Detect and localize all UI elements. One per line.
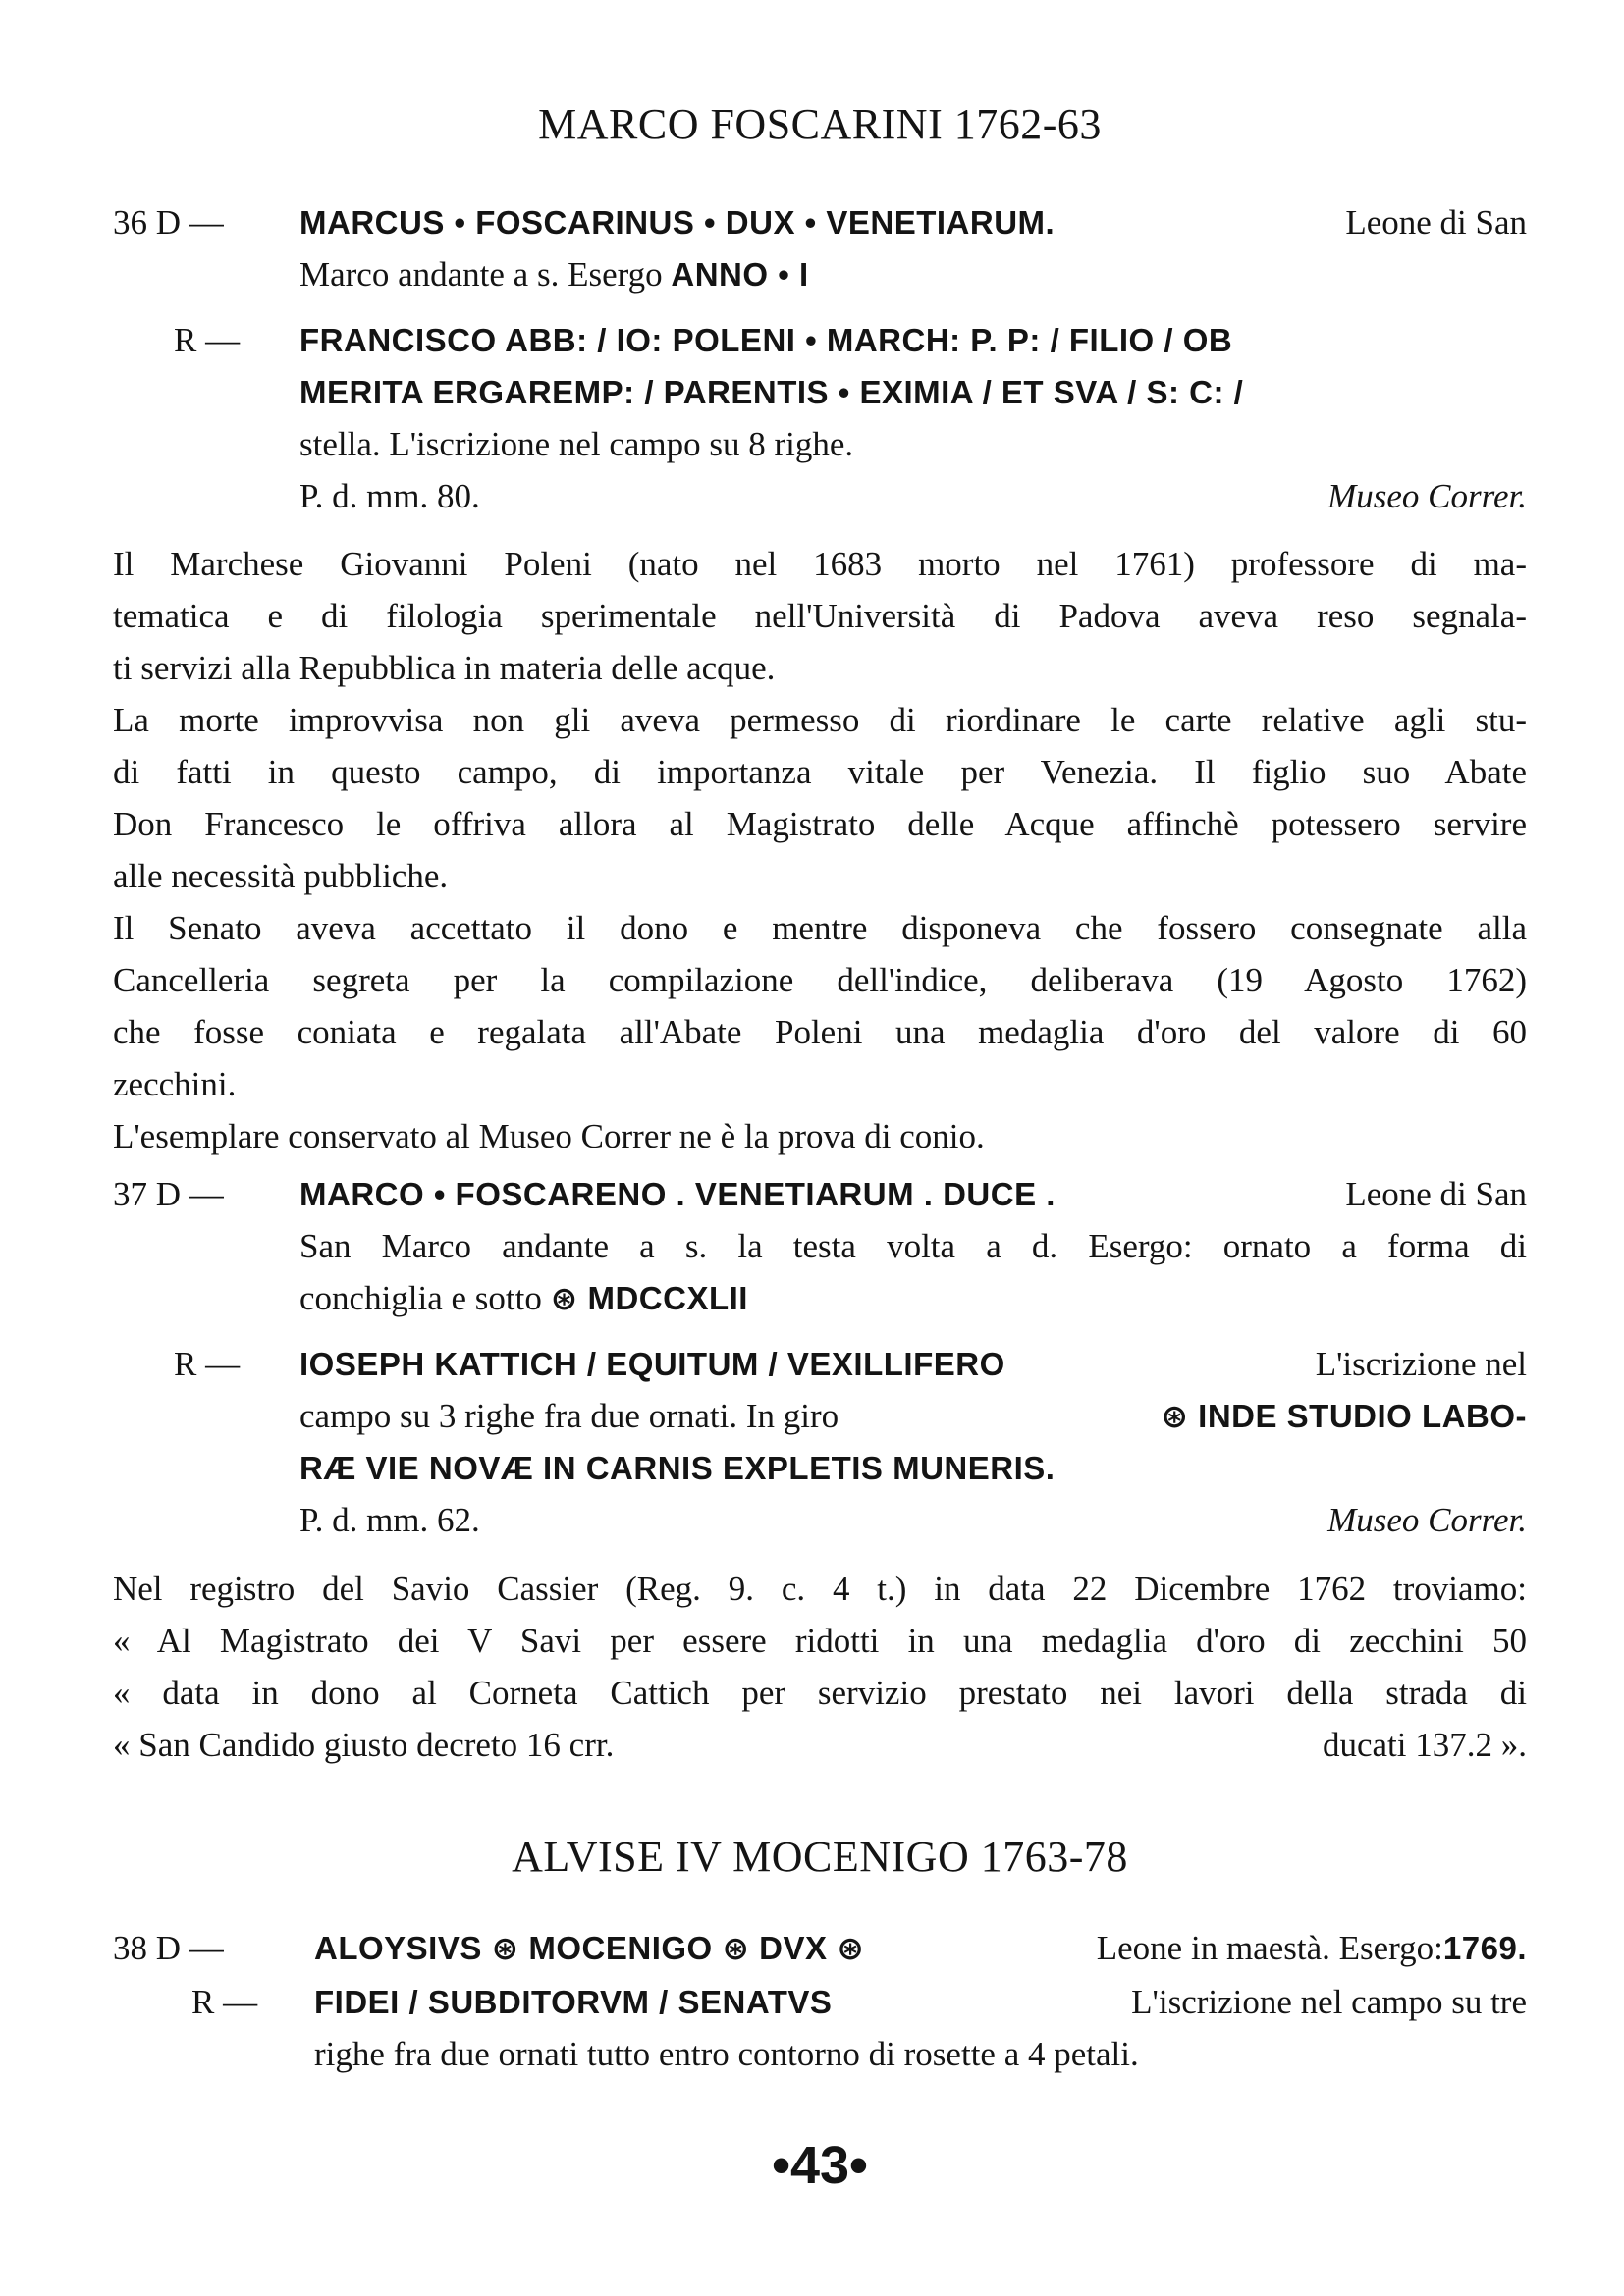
obverse-line-2: San Marco andante a s. la testa volta a d. Esergo: ornato a forma di xyxy=(299,1227,1527,1265)
legend-text: MARCUS • FOSCARINUS • DUX • VENETIARUM. xyxy=(299,204,1056,240)
description-text: Leone di San xyxy=(1345,203,1527,241)
reverse-line-1 xyxy=(299,314,1527,366)
reverse-line-2 xyxy=(299,1390,1527,1442)
medal-entry-38-reverse xyxy=(113,1976,1527,2080)
medal-size: P. d. mm. 80. xyxy=(299,477,480,515)
description-text: L'iscrizione nel campo su tre xyxy=(1131,1983,1527,2021)
legend-text: ⊛ INDE STUDIO LABO- xyxy=(1161,1398,1527,1434)
collection-name: Museo Correr. xyxy=(1327,477,1527,515)
legend-text: IOSEPH KATTICH / EQUITUM / VEXILLIFERO xyxy=(299,1346,1005,1382)
register-last-line xyxy=(113,1719,1527,1771)
reverse-line-3 xyxy=(299,1442,1527,1494)
register-amount: ducati 137.2 ». xyxy=(1322,1726,1527,1764)
entry-label: 37 D — xyxy=(113,1175,224,1213)
paragraph-registro: Nel registro del Savio Cassier (Reg. 9. c. 4 t.) in data 22 Dicembre 1762 troviamo: « Al Magistrato dei V Savi per essere ridotti in una medaglia d'oro di zecchini 50 « data in dono al Corneta Cattich per servizio prestato nei lavori della strada di « San Candido giusto decreto 16 crr. ducati 137.2 ». xyxy=(113,1563,1527,1771)
weight-line xyxy=(299,1494,1527,1546)
legend-text: ANNO • I xyxy=(671,256,809,293)
obverse-line-3 xyxy=(299,1272,1527,1324)
section-heading-mocenigo: ALVISE IV MOCENIGO 1763-78 xyxy=(512,1833,1128,1881)
reverse-line-1 xyxy=(299,1338,1527,1390)
paragraph-senato: Il Senato aveva accettato il dono e mentre disponeva che fossero consegnate alla Cancelleria segreta per la compilazione dell'indice, deliberava (19 Agosto 1762) che fosse coniata e regalata all'Abate Poleni una medaglia d'oro del valore di 60 zecchini. xyxy=(113,909,1527,1103)
legend-text: FIDEI / SUBDITORVM / SENATVS xyxy=(314,1984,833,2020)
page-number: •43• xyxy=(772,2136,868,2195)
legend-text: ALOYSIVS ⊛ MOCENIGO ⊛ DVX ⊛ xyxy=(314,1930,865,1966)
medal-entry-36 xyxy=(113,196,1527,300)
legend-text: FRANCISCO ABB: / IO: POLENI • MARCH: P. P: / FILIO / OB xyxy=(299,322,1233,358)
reverse-label: R — xyxy=(191,1983,258,2021)
reverse-line-1 xyxy=(314,1976,1527,2028)
legend-text: ⊛ MDCCXLII xyxy=(550,1280,748,1316)
legend-text: MARCO • FOSCARENO . VENETIARUM . DUCE . xyxy=(299,1176,1056,1212)
legend-text: RÆ VIE NOVÆ IN CARNIS EXPLETIS MUNERIS. xyxy=(299,1450,1056,1486)
legend-text: MERITA ERGAREMP: / PARENTIS • EXIMIA / ET SVA / S: C: / xyxy=(299,374,1244,410)
reverse-label: R — xyxy=(174,1345,241,1383)
collection-name: Museo Correr. xyxy=(1327,1501,1527,1539)
reverse-line-2: righe fra due ornati tutto entro contorno di rosette a 4 petali. xyxy=(314,2035,1139,2073)
description-text: Leone in maestà. Esergo: xyxy=(1096,1929,1443,1967)
medal-entry-36-reverse xyxy=(113,314,1527,522)
description-text: conchiglia e sotto xyxy=(299,1279,542,1317)
paragraph-morte: La morte improvvisa non gli aveva permesso di riordinare le carte relative agli stu- di fatti in questo campo, di importanza vitale per Venezia. Il figlio suo Abate Don Francesco le offriva allora al Magistrato delle Acque affinchè potessero servire alle necessità pubbliche. xyxy=(113,701,1527,895)
description-text: Marco andante a s. Esergo xyxy=(299,255,663,294)
medal-entry-37-reverse xyxy=(113,1338,1527,1546)
obverse-line-2 xyxy=(299,248,1527,300)
description-text: campo su 3 righe fra due ornati. In giro xyxy=(299,1397,839,1435)
section-heading-foscarini: MARCO FOSCARINI 1762-63 xyxy=(538,100,1102,148)
obverse-line-1 xyxy=(314,1922,1527,1974)
reverse-line-2 xyxy=(299,366,1527,418)
medal-entry-37 xyxy=(113,1168,1527,1324)
weight-line xyxy=(299,470,1527,522)
entry-label: 36 D — xyxy=(113,203,224,241)
obverse-line-1 xyxy=(299,196,1527,248)
entry-label: 38 D — xyxy=(113,1929,224,1967)
reverse-line-3: stella. L'iscrizione nel campo su 8 righe. xyxy=(299,425,854,463)
book-page xyxy=(113,0,1527,2296)
paragraph-poleni: Il Marchese Giovanni Poleni (nato nel 1683 morto nel 1761) professore di ma- tematica e di filologia sperimentale nell'Università di Padova aveva reso segnala- ti servizi alla Repubblica in materia delle acque. xyxy=(113,545,1527,687)
register-text: « San Candido giusto decreto 16 crr. xyxy=(113,1726,615,1764)
medal-entry-38 xyxy=(113,1922,1527,1974)
medal-size: P. d. mm. 62. xyxy=(299,1501,480,1539)
obverse-line-1 xyxy=(299,1168,1527,1220)
paragraph-esemplare: L'esemplare conservato al Museo Correr ne è la prova di conio. xyxy=(113,1117,985,1155)
reverse-label: R — xyxy=(174,321,241,359)
description-text: Leone di San xyxy=(1345,1175,1527,1213)
exergue-year: 1769. xyxy=(1442,1930,1527,1966)
description-text: L'iscrizione nel xyxy=(1315,1345,1527,1383)
